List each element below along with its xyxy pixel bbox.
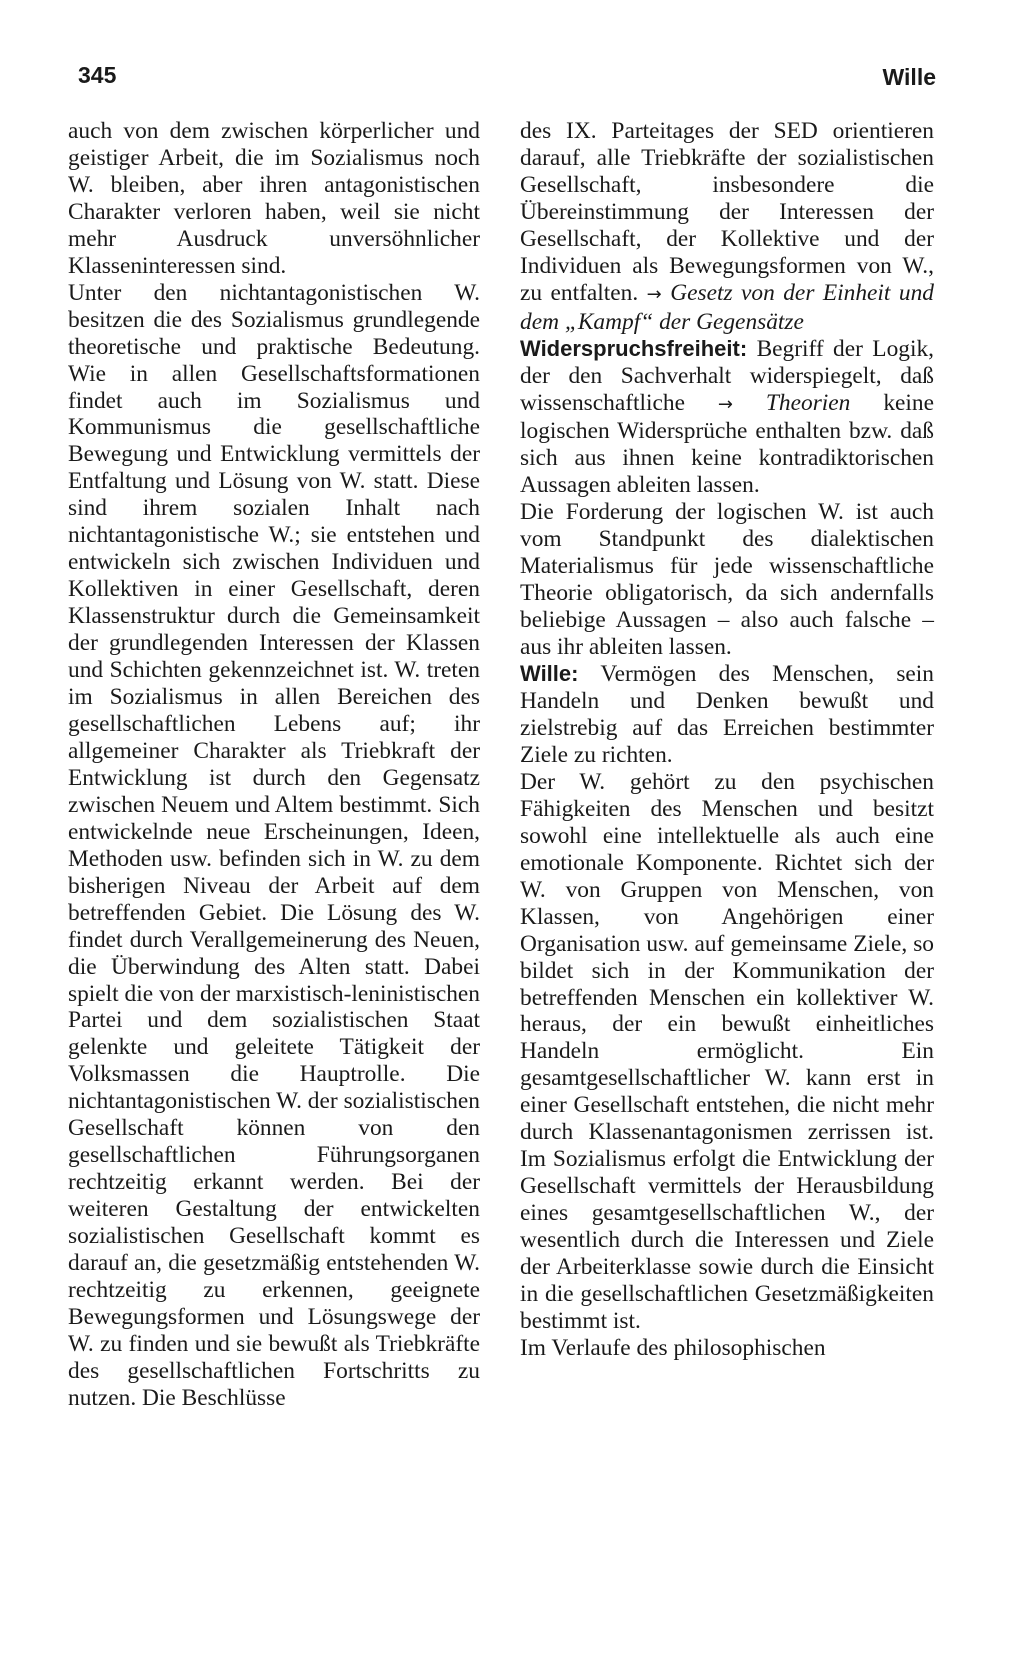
left-column — [68, 118, 480, 1412]
entry-definition: Begriff der Logik, der den Sachverhalt widerspiegelt, daß wissenschaftliche — [520, 335, 934, 416]
entry-definition: Vermögen des Menschen, sein Handeln und Denken bewußt und zielstrebig auf das Erreichen bestimmter Ziele zu richten. — [520, 661, 934, 768]
body-paragraph: Die Forderung der logischen W. ist auch vom Standpunkt des dialektischen Materialismus für jede wissenschaftliche Theorie obligatorisch, da sich andernfalls beliebige Aussagen – also auch falsche – aus ihr ableiten lassen. — [520, 499, 934, 661]
body-paragraph: Im Verlaufe des philosophischen — [520, 1334, 826, 1361]
entry-wille — [520, 661, 934, 769]
continuation-text: des IX. Parteitages der SED orientieren darauf, alle Triebkräfte der sozialistischen Gesellschaft, insbesondere die Übereinstimmung der Interessen der Gesellschaft, der Kollektive und der Individuen als Bewegungsformen von W., zu entfalten. — [520, 118, 934, 306]
page-number: 345 — [78, 62, 117, 88]
body-paragraph: auch von dem zwischen körperlicher und geistiger Arbeit, die im Sozialismus noch W. bleiben, aber ihren antagonistischen Charakter verloren haben, weil sie nicht mehr Ausdruck unversöhnlicher Klasseninteressen sind. — [68, 118, 480, 279]
entry-term: Widerspruchsfreiheit: — [520, 335, 748, 361]
body-paragraph: Unter den nichtantagonistischen W. besitzen die des Sozialismus grundlegende theoretische und praktische Bedeutung. Wie in allen Gesellschaftsformationen findet auch im Sozialismus und Kommunismus die gesellschaftliche Bewegung und Entwicklung vermittels der Entfaltung und Lösung von W. statt. Diese sind ihrem sozialen Inhalt nach nichtantagonistische W.; sie entstehen und entwickeln sich zwischen Individuen und Kollektiven in einer Gesellschaft, deren Klassenstruktur durch die Gemeinsamkeit der grundlegenden Interessen der Klassen und Schichten gekennzeichnet ist. W. treten im Sozialismus in allen Bereichen des gesellschaftlichen Lebens auf; ihr allgemeiner Charakter als Triebkraft der Entwicklung ist durch den Gegensatz zwischen Neuem und Altem bestimmt. Sich entwickelnde neue Erscheinungen, Ideen, Methoden usw. befinden sich in W. zu dem bisherigen Niveau der Arbeit auf dem betreffenden Gebiet. Die Lösung des W. findet durch Verallgemeinerung des Neuen, die Überwindung des Alten statt. Dabei spielt die von der marxistisch-leninistischen Partei und dem sozialistischen Staat gelenkte und geleitete Tätigkeit der Volksmassen die Hauptrolle. Die nichtantagonistischen W. der sozialistischen Gesellschaft können von den gesellschaftlichen Führungsorganen rechtzeitig erkannt werden. Bei der weiteren Gestaltung der entwickelten sozialistischen Gesellschaft kommt es darauf an, die gesetzmäßig entstehenden W. rechtzeitig zu erkennen, geeignete Bewegungsformen und Lösungswege der W. zu finden und sie bewußt als Triebkräfte des gesellschaftlichen Fortschritts zu nutzen. Die Beschlüsse — [68, 279, 480, 1411]
cross-reference-arrow-icon: → — [717, 393, 733, 415]
right-column — [520, 118, 934, 1362]
entry-widerspruchsfreiheit — [520, 336, 934, 500]
entry-term: Wille: — [520, 661, 579, 687]
cross-reference-arrow-icon: → — [646, 283, 662, 305]
cross-reference-link[interactable]: Gesetz von der Einheit und dem „Kampf“ der Gegensätze — [520, 279, 934, 335]
continuation-paragraph — [520, 118, 934, 336]
body-paragraph: Der W. gehört zu den psychischen Fähigkeiten des Menschen und besitzt sowohl eine intellektuelle als auch eine emotionale Komponente. Richtet sich der W. von Gruppen von Menschen, von Klassen, von Angehörigen einer Organisation usw. auf gemeinsame Ziele, so bildet sich in der Kommunikation der betreffenden Menschen ein kollektiver W. heraus, der ein bewußt einheitliches Handeln ermöglicht. Ein gesamtgesellschaftlicher W. kann erst in einer Gesellschaft entstehen, die nicht mehr durch Klassenantagonismen zerrissen ist. Im Sozialismus erfolgt die Entwicklung der Gesellschaft vermittels der Herausbildung eines gesamtgesellschaftlichen W., der wesentlich durch die Interessen und Ziele der Arbeiterklasse sowie durch die Einsicht in die gesellschaftlichen Gesetzmäßigkeiten bestimmt ist. — [520, 768, 934, 1334]
running-head: Wille — [882, 64, 936, 90]
entry-definition-cont: keine logischen Widersprüche enthalten bzw. daß sich aus ihnen keine kontradiktorischen Aussagen ableiten lassen. — [520, 389, 934, 499]
cross-reference-link[interactable]: Theorien — [765, 389, 851, 416]
